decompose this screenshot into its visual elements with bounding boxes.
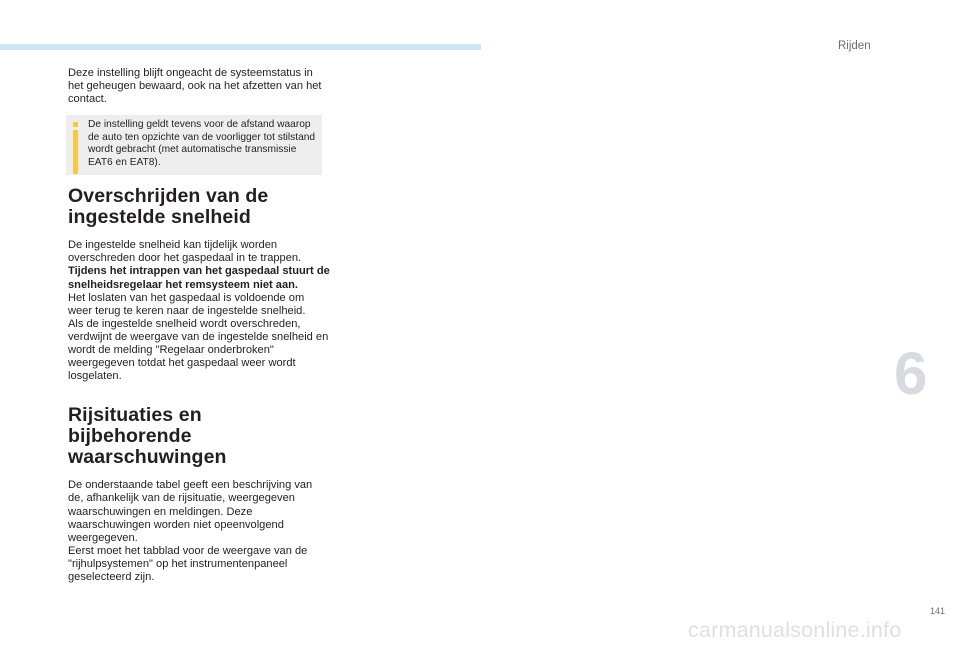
section1-paragraph-bold: Tijdens het intrappen van het gaspedaal stuurt de snelheidsregelaar het remsysteem niet aan. [68, 265, 330, 291]
header-color-bar [0, 44, 481, 50]
info-note-box [66, 115, 322, 175]
section-heading-rijsituaties: Rijsituaties en bijbehorende waarschuwingen [68, 404, 227, 469]
page-number: 141 [930, 606, 946, 616]
chapter-number-tab: 6 [894, 340, 928, 407]
info-note-text: De instelling geldt tevens voor de afstand waarop de auto ten opzichte van de voorligger tot stilstand wordt gebracht (met automatische transmissie EAT6 en EAT8). [88, 119, 316, 168]
section1-paragraph-1: De ingestelde snelheid kan tijdelijk worden overschreden door het gaspedaal in te trappen. [68, 239, 302, 265]
watermark-text: carmanualsonline.info [688, 618, 902, 642]
section-heading-overschrijden: Overschrijden van de ingestelde snelheid [68, 185, 269, 229]
section2-paragraph-1: De onderstaande tabel geeft een beschrijving van de, afhankelijk van de rijsituatie, weergegeven waarschuwingen en meldingen. Deze waarschuwingen worden niet opeenvolgend weergegeven. [68, 479, 313, 544]
main-column [68, 67, 330, 584]
section1-paragraph-3: Het loslaten van het gaspedaal is voldoende om weer terug te keren naar de ingestelde snelheid. [68, 291, 306, 317]
section1-paragraph-4: Als de ingestelde snelheid wordt overschreden, verdwijnt de weergave van de ingestelde snelheid en wordt de melding "Regelaar onderbroken" weergegeven totdat het gaspedaal weer wordt losgelaten. [68, 317, 329, 383]
chapter-title: Rijden [838, 40, 871, 52]
intro-paragraph: Deze instelling blijft ongeacht de systeemstatus in het geheugen bewaard, ook na het afzetten van het contact. [68, 67, 322, 106]
info-icon [73, 122, 78, 174]
section2-paragraph-2: Eerst moet het tabblad voor de weergave van de "rijhulpsystemen" op het instrumentenpaneel geselecteerd zijn. [68, 544, 308, 583]
